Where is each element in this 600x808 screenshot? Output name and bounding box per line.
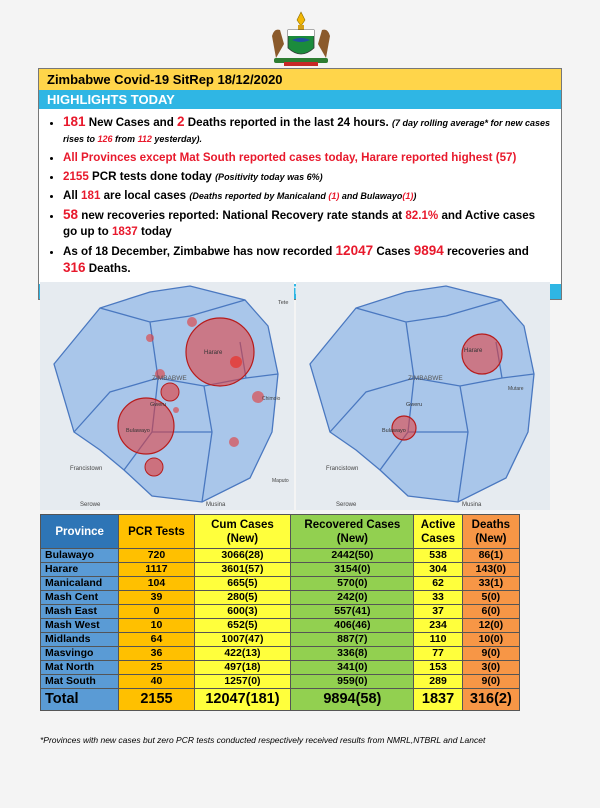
table-row [41,647,520,661]
cases-map [40,282,294,510]
table-cell: 25 [119,661,194,675]
table-cell: 110 [414,633,462,647]
table-row [41,633,520,647]
highlight-item: • 58 new recoveries reported: National Recovery rate stands at 82.1% and Active cases go up to 1837 today [63,207,551,240]
table-cell: 234 [414,619,462,633]
table-cell: 1117 [119,563,194,577]
table-row [41,591,520,605]
col-header-province: Province [41,515,119,549]
table-cell: 959(0) [291,675,414,689]
table-cell: 289 [414,675,462,689]
table-cell: Midlands [41,633,119,647]
table-cell: Mat North [41,661,119,675]
deaths-map [296,282,550,510]
table-cell: 497(18) [194,661,291,675]
map-label: Maputo [272,478,289,484]
highlight-item: • 2155 PCR tests done today (Positivity today was 6%) [63,169,551,185]
col-header-deaths: Deaths (New) [462,515,519,549]
table-total-cell: 316(2) [462,689,519,711]
table-cell: 12(0) [462,619,519,633]
table-cell: Bulawayo [41,549,119,563]
table-cell: 5(0) [462,591,519,605]
table-cell: Manicaland [41,577,119,591]
table-cell: 77 [414,647,462,661]
col-header-pcr: PCR Tests [119,515,194,549]
table-cell: 40 [119,675,194,689]
col-header-recovered: Recovered Cases (New) [291,515,414,549]
map-label: Musina [206,502,226,508]
table-cell: 3(0) [462,661,519,675]
table-cell: 0 [119,605,194,619]
table-cell: 3066(28) [194,549,291,563]
table-cell: Mash East [41,605,119,619]
table-row [41,577,520,591]
highlight-item: • 181 New Cases and 2 Deaths reported in the last 24 hours. (7 day rolling average* for new cases rises to 126 from 112 yesterday). [63,114,551,147]
table-cell: 39 [119,591,194,605]
highlights-list [39,109,561,284]
table-row [41,661,520,675]
distribution-maps [40,282,560,510]
table-cell: 3154(0) [291,563,414,577]
table-cell: 570(0) [291,577,414,591]
map-label: ZIMBABWE [152,375,187,382]
map-label: Gweru [406,402,423,408]
table-cell: 2442(50) [291,549,414,563]
map-label: Tete [278,300,289,306]
table-cell: 341(0) [291,661,414,675]
table-cell: 9(0) [462,647,519,661]
table-cell: 304 [414,563,462,577]
table-cell: 33 [414,591,462,605]
table-cell: Mat South [41,675,119,689]
table-row [41,549,520,563]
table-cell: Masvingo [41,647,119,661]
table-total-cell: 9894(58) [291,689,414,711]
table-cell: 3601(57) [194,563,291,577]
map-label: Harare [464,348,483,354]
highlight-item: • As of 18 December, Zimbabwe has now recorded 12047 Cases 9894 recoveries and 316 Deaths. [63,243,551,277]
table-cell: 36 [119,647,194,661]
table-cell: 557(41) [291,605,414,619]
highlight-item: • All Provinces except Mat South reported cases today, Harare reported highest (57) [63,150,551,166]
table-row [41,619,520,633]
map-label: Francistown [326,466,359,472]
table-row [41,605,520,619]
table-cell: 9(0) [462,675,519,689]
table-cell: Mash Cent [41,591,119,605]
table-cell: 600(3) [194,605,291,619]
table-header-row [41,515,520,549]
sitrep-panel [38,68,562,300]
map-label: Gweru [150,402,167,408]
report-title: Zimbabwe Covid-19 SitRep 18/12/2020 [39,69,561,90]
table-cell: 652(5) [194,619,291,633]
highlight-item: • All 181 are local cases (Deaths reported by Manicaland (1) and Bulawayo(1)) [63,188,551,204]
table-cell: 33(1) [462,577,519,591]
table-row [41,675,520,689]
table-total-row [41,689,520,711]
map-label: Serowe [80,502,101,508]
map-label: Bulawayo [382,428,406,434]
table-row [41,563,520,577]
table-total-cell: 2155 [119,689,194,711]
table-cell: 422(13) [194,647,291,661]
table-cell: 665(5) [194,577,291,591]
table-cell: 37 [414,605,462,619]
highlights-heading: HIGHLIGHTS TODAY [39,90,561,109]
table-cell: 104 [119,577,194,591]
table-cell: 153 [414,661,462,675]
table-cell: 336(8) [291,647,414,661]
table-total-cell: 1837 [414,689,462,711]
map-label: Bulawayo [126,428,150,434]
table-total-cell: Total [41,689,119,711]
map-label: Chimoio [262,396,281,402]
coat-of-arms-emblem [254,10,348,68]
table-cell: 1257(0) [194,675,291,689]
table-cell: 280(5) [194,591,291,605]
table-total-cell: 12047(181) [194,689,291,711]
table-cell: 720 [119,549,194,563]
table-cell: 86(1) [462,549,519,563]
table-cell: 10 [119,619,194,633]
table-cell: 10(0) [462,633,519,647]
table-cell: 64 [119,633,194,647]
table-cell: 62 [414,577,462,591]
table-cell: Harare [41,563,119,577]
map-label: Musina [462,502,482,508]
province-stats-table [40,514,520,711]
table-cell: 538 [414,549,462,563]
table-cell: 406(46) [291,619,414,633]
map-label: ZIMBABWE [408,375,443,382]
col-header-cum-cases: Cum Cases (New) [194,515,291,549]
map-label: Serowe [336,502,357,508]
table-cell: 242(0) [291,591,414,605]
table-cell: 143(0) [462,563,519,577]
footnote: *Provinces with new cases but zero PCR tests conducted respectively received results from NMRL,NTBRL and Lancet [40,735,486,745]
col-header-active: Active Cases [414,515,462,549]
table-cell: 1007(47) [194,633,291,647]
table-cell: 6(0) [462,605,519,619]
table-cell: Mash West [41,619,119,633]
map-label: Mutare [508,386,524,392]
table-cell: 887(7) [291,633,414,647]
map-label: Harare [204,350,223,356]
map-label: Francistown [70,466,103,472]
